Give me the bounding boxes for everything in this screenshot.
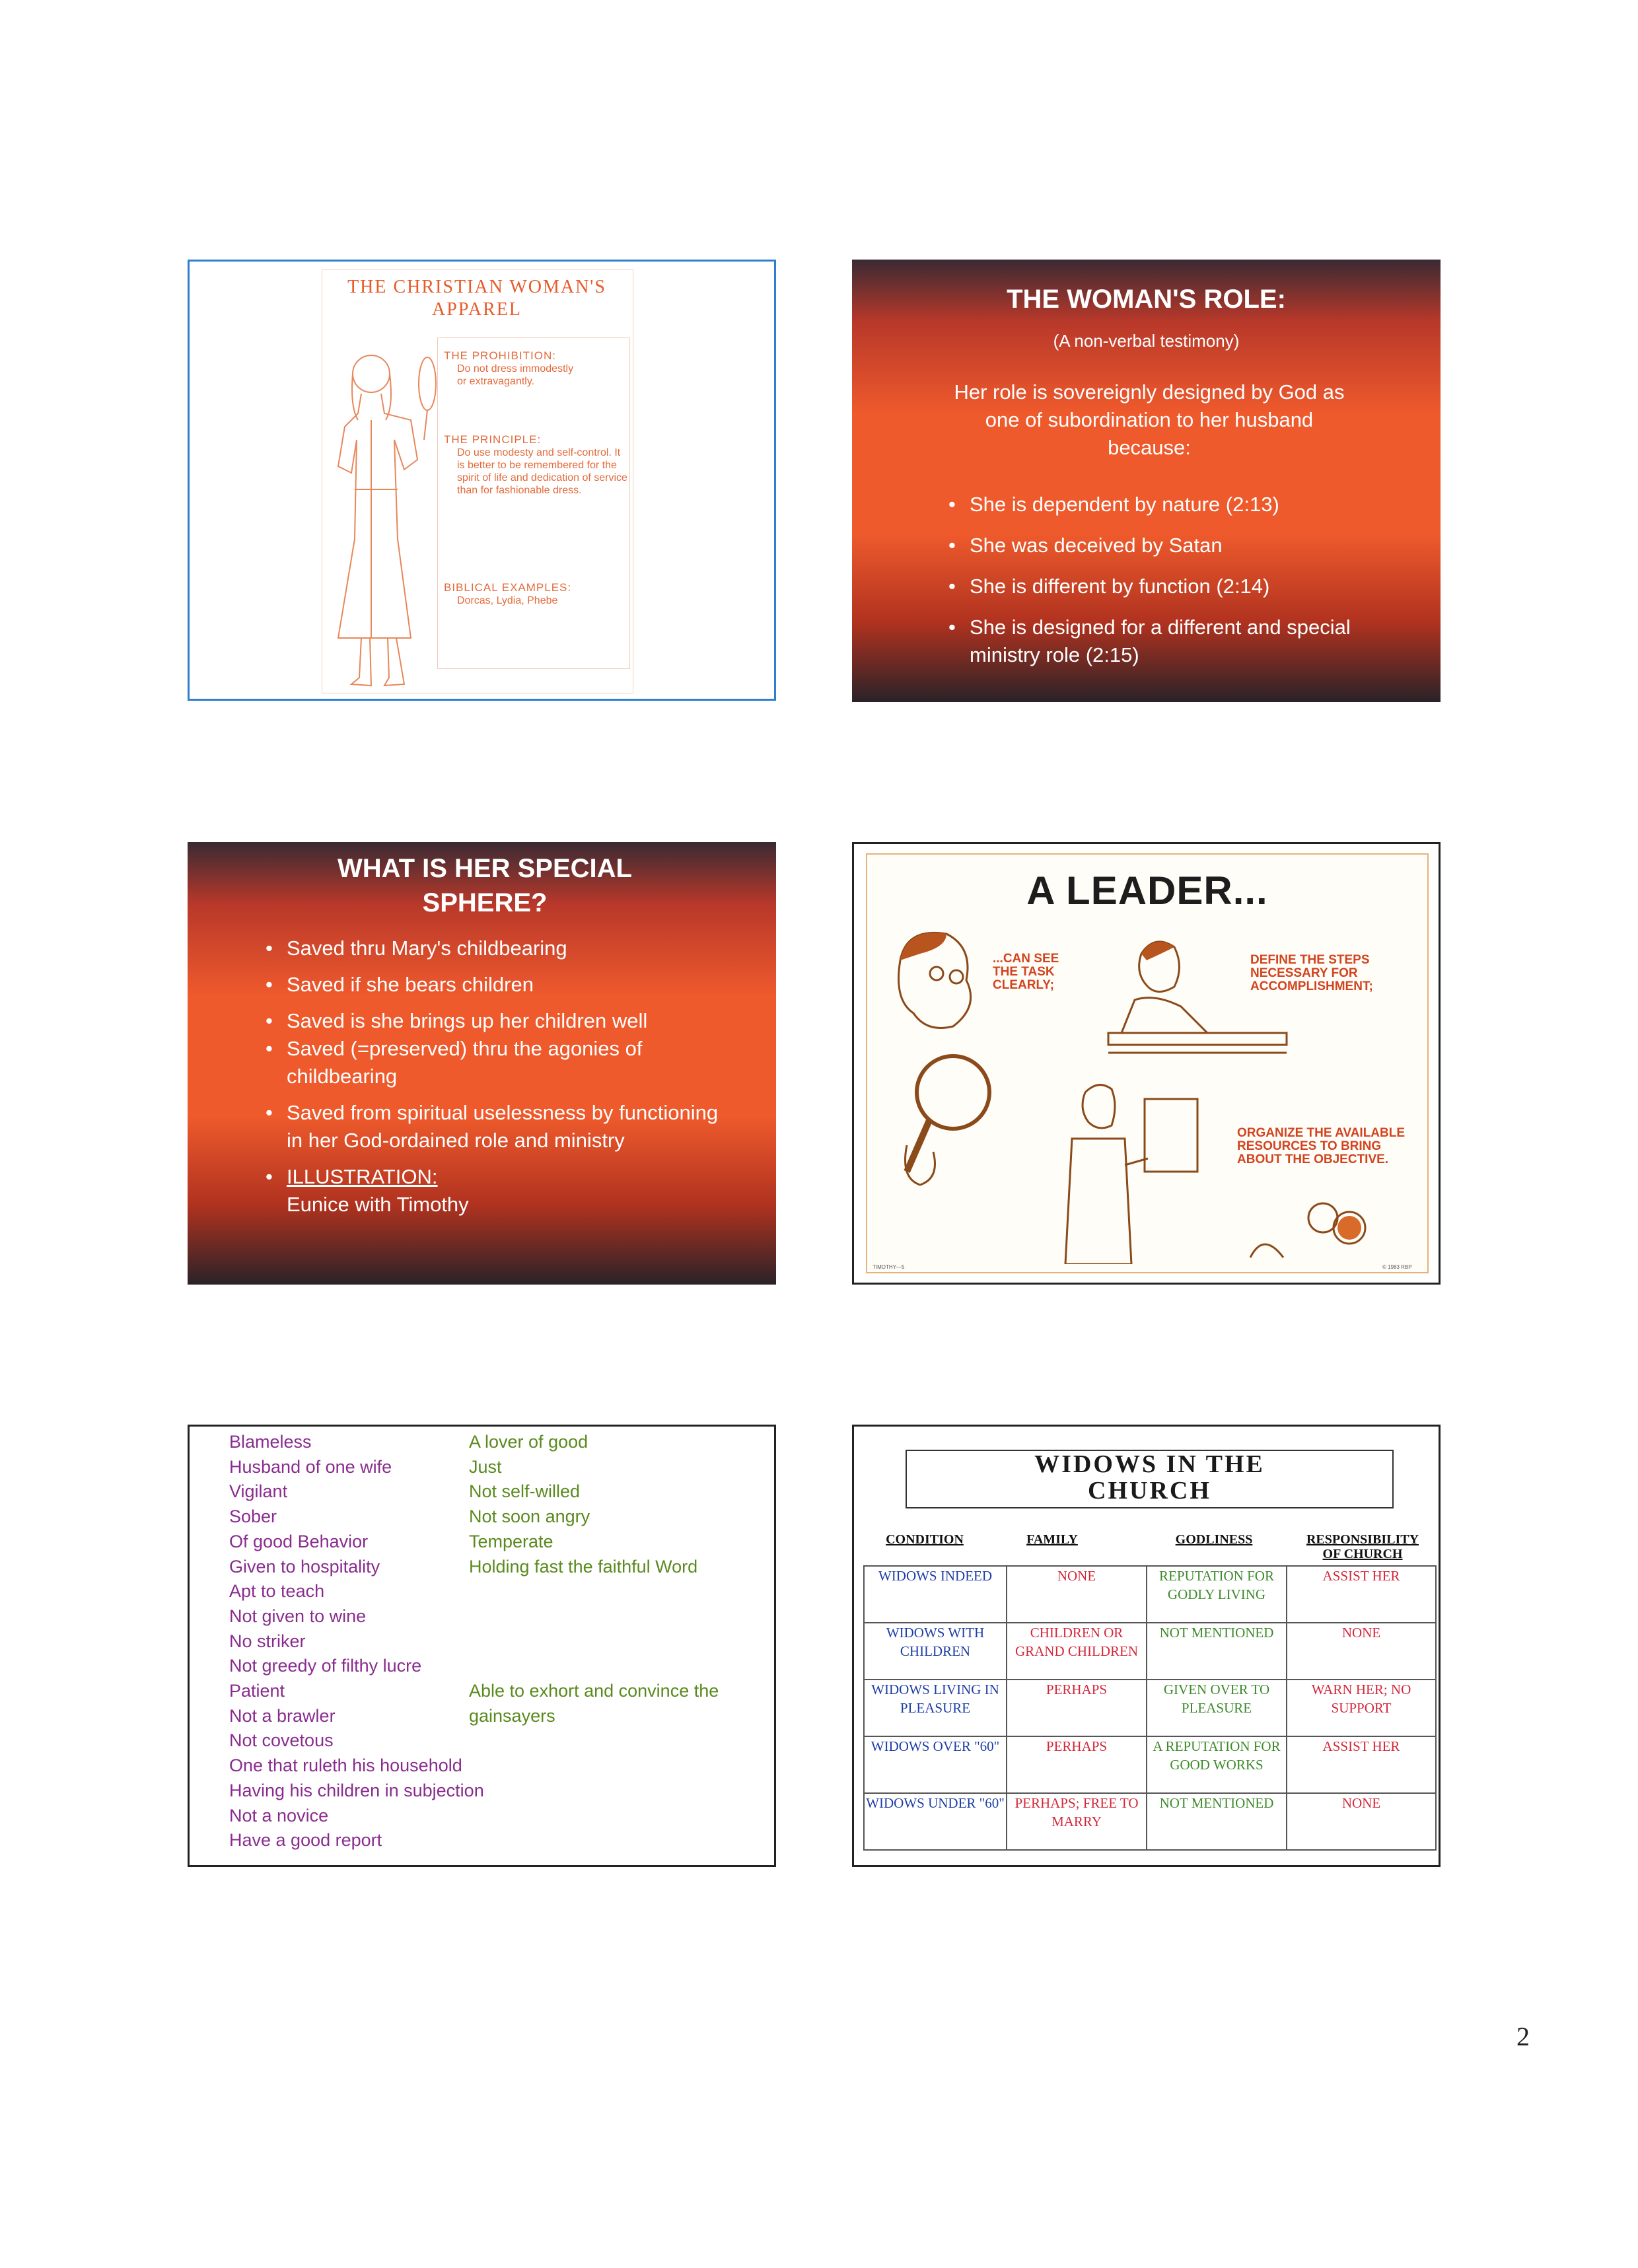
bullet-icon: • (266, 1101, 273, 1124)
header-condition: CONDITION (886, 1532, 964, 1547)
list-item: Patient (229, 1681, 285, 1701)
list-item: Vigilant (229, 1481, 288, 1502)
list-item (948, 532, 1411, 559)
table-cell: WARN HER; NO SUPPORT (1287, 1680, 1436, 1736)
table-cell: ASSIST HER (1287, 1736, 1436, 1793)
list-item: Of good Behavior (229, 1531, 369, 1551)
widows-title-box (906, 1450, 1394, 1508)
illustration-label: ILLUSTRATION: (287, 1165, 438, 1188)
list-item: Husband of one wife (229, 1456, 392, 1477)
widows-title-line1: WIDOWS IN THE (1034, 1450, 1265, 1478)
list-item: Not self-willed (469, 1481, 581, 1502)
widows-title-line2: CHURCH (1088, 1477, 1211, 1505)
bullet-text: She is dependent by nature (2:13) (970, 493, 1279, 516)
table-cell: NONE (1287, 1793, 1436, 1850)
slide2-title: THE WOMAN'S ROLE: (1007, 285, 1286, 314)
list-item: Given to hospitality (229, 1556, 380, 1577)
list-item: Sober (229, 1506, 277, 1527)
table-cell: WIDOWS WITH CHILDREN (864, 1623, 1007, 1680)
examples-heading: BIBLICAL EXAMPLES: (444, 581, 572, 594)
list-item: No striker (229, 1631, 306, 1651)
table-cell: PERHAPS; FREE TO MARRY (1007, 1793, 1147, 1850)
table-row (864, 1736, 1436, 1793)
table-cell: GIVEN OVER TO PLEASURE (1147, 1680, 1287, 1736)
list-item: Blameless (229, 1432, 312, 1452)
footer-left: TIMOTHY—5 (872, 1264, 905, 1270)
qualifications-column-2 (469, 1430, 719, 1728)
bullet-icon: • (948, 575, 956, 598)
table-cell: ASSIST HER (1287, 1566, 1436, 1623)
prohibition-text: Do not dress immodestly or extravagantly. (457, 363, 574, 387)
list-item: gainsayers (469, 1705, 555, 1726)
bullet-icon: • (266, 1165, 273, 1188)
list-item: Not covetous (229, 1730, 334, 1751)
list-item: Apt to teach (229, 1581, 325, 1602)
table-cell: NOT MENTIONED (1147, 1793, 1287, 1850)
slide2-intro: Her role is sovereignly designed by God as one of subordination to her husband because: (954, 380, 1345, 459)
list-item: Not greedy of filthy lucre (229, 1656, 422, 1676)
table-cell: NONE (1287, 1623, 1436, 1680)
slide2-bullet-list (948, 491, 1411, 682)
examples-text: Dorcas, Lydia, Phebe (457, 595, 558, 606)
slide-qualifications-list (188, 1425, 776, 1867)
list-item (266, 1007, 728, 1035)
bullet-text: She is different by function (2:14) (970, 575, 1270, 598)
bullet-icon: • (948, 616, 956, 639)
list-item (469, 1579, 719, 1604)
table-cell: WIDOWS OVER "60" (864, 1736, 1007, 1793)
qualifications-column-1 (229, 1430, 484, 1853)
header-godliness: GODLINESS (1175, 1532, 1253, 1547)
bullet-text: She is designed for a different and special ministry role (2:15) (970, 616, 1351, 666)
list-item: Having his children in subjection (229, 1780, 484, 1800)
bullet-text: Saved if she bears children (287, 973, 534, 996)
table-row (864, 1680, 1436, 1736)
table-row (864, 1793, 1436, 1850)
list-item: Have a good report (229, 1830, 382, 1851)
list-item (469, 1629, 719, 1654)
bullet-icon: • (266, 973, 273, 996)
table-cell: PERHAPS (1007, 1680, 1147, 1736)
list-item: Temperate (469, 1531, 553, 1551)
people-group-illustration (1237, 1191, 1382, 1264)
page-number: 2 (1516, 2022, 1530, 2051)
list-item (948, 614, 1411, 669)
list-item: One that ruleth his household (229, 1755, 462, 1776)
slide1-title-line2: APPAREL (432, 299, 522, 320)
slide1-title-line1: THE CHRISTIAN WOMAN'S (347, 277, 606, 297)
list-item: Holding fast the faithful Word (469, 1556, 698, 1577)
slide3-title: WHAT IS HER SPECIAL SPHERE? (338, 854, 632, 917)
header-family: FAMILY (1026, 1532, 1078, 1547)
header-responsibility (1290, 1532, 1435, 1561)
bullet-text: She was deceived by Satan (970, 534, 1223, 557)
list-item: Not a novice (229, 1805, 329, 1825)
bullet-text: Saved is she brings up her children well (287, 1009, 648, 1032)
slide3-bullet-list (266, 935, 728, 1227)
header-responsibility-line1: RESPONSIBILITY (1306, 1532, 1419, 1547)
list-item (266, 935, 728, 962)
slide4-title: A LEADER... (1026, 868, 1268, 913)
woman-figure-illustration (325, 347, 437, 691)
slide-womans-role (852, 260, 1441, 702)
list-item: Just (469, 1456, 502, 1477)
bullet-icon: • (266, 1009, 273, 1032)
footer-right: © 1983 RBP (1382, 1264, 1412, 1270)
prohibition-heading: THE PROHIBITION: (444, 349, 556, 362)
list-item (266, 1163, 728, 1219)
caption-see-task: ...CAN SEE THE TASK CLEARLY; (993, 952, 1059, 992)
table-cell: NOT MENTIONED (1147, 1623, 1287, 1680)
leader-frame (866, 853, 1429, 1273)
principle-text: Do use modesty and self-control. It is better to be remembered for the spirit of life and dedication of service than for fashionable dress. (457, 447, 627, 496)
table-row (864, 1623, 1436, 1680)
table-cell: PERHAPS (1007, 1736, 1147, 1793)
list-item: Not given to wine (229, 1606, 367, 1626)
list-item (266, 971, 728, 999)
caption-define-steps: DEFINE THE STEPS NECESSARY FOR ACCOMPLISHMENT; (1250, 953, 1373, 993)
bullet-icon: • (266, 1037, 273, 1060)
list-item: Able to exhort and convince the (469, 1681, 719, 1701)
slide-christian-womans-apparel (188, 260, 776, 701)
table-cell: WIDOWS UNDER "60" (864, 1793, 1007, 1850)
slide2-subtitle: (A non-verbal testimony) (1053, 331, 1240, 351)
list-item: A lover of good (469, 1432, 588, 1452)
caption-organize-resources: ORGANIZE THE AVAILABLE RESOURCES TO BRING ABOUT THE OBJECTIVE. (1237, 1126, 1406, 1166)
slide-a-leader (852, 842, 1441, 1285)
slide-special-sphere (188, 842, 776, 1285)
bullet-icon: • (948, 493, 956, 516)
list-item (469, 1604, 719, 1629)
list-item (948, 573, 1411, 600)
principle-heading: THE PRINCIPLE: (444, 433, 542, 446)
bullet-icon: • (948, 534, 956, 557)
bullet-icon: • (266, 937, 273, 960)
bullet-text: Saved from spiritual uselessness by functioning in her God-ordained role and ministry (287, 1101, 719, 1152)
table-cell: CHILDREN OR GRAND CHILDREN (1007, 1623, 1147, 1680)
table-cell: REPUTATION FOR GODLY LIVING (1147, 1566, 1287, 1623)
table-cell: NONE (1007, 1566, 1147, 1623)
header-responsibility-line2: OF CHURCH (1322, 1547, 1403, 1561)
illustration-text: Eunice with Timothy (287, 1193, 469, 1216)
slide-widows-in-the-church (852, 1425, 1441, 1867)
bullet-text: Saved thru Mary's childbearing (287, 937, 567, 960)
list-item (266, 1035, 728, 1090)
bullet-text: Saved (=preserved) thru the agonies of childbearing (287, 1037, 643, 1088)
table-cell: WIDOWS LIVING IN PLEASURE (864, 1680, 1007, 1736)
slide1-title (322, 276, 632, 321)
list-item (266, 1099, 728, 1154)
man-with-paper-illustration (1052, 1079, 1204, 1264)
list-item: Not a brawler (229, 1705, 336, 1726)
list-item (948, 491, 1411, 518)
table-cell: WIDOWS INDEED (864, 1566, 1007, 1623)
list-item (469, 1654, 719, 1679)
table-cell: A REPUTATION FOR GOOD WORKS (1147, 1736, 1287, 1793)
table-row (864, 1566, 1436, 1623)
widows-table (863, 1565, 1437, 1851)
list-item: Not soon angry (469, 1506, 590, 1527)
